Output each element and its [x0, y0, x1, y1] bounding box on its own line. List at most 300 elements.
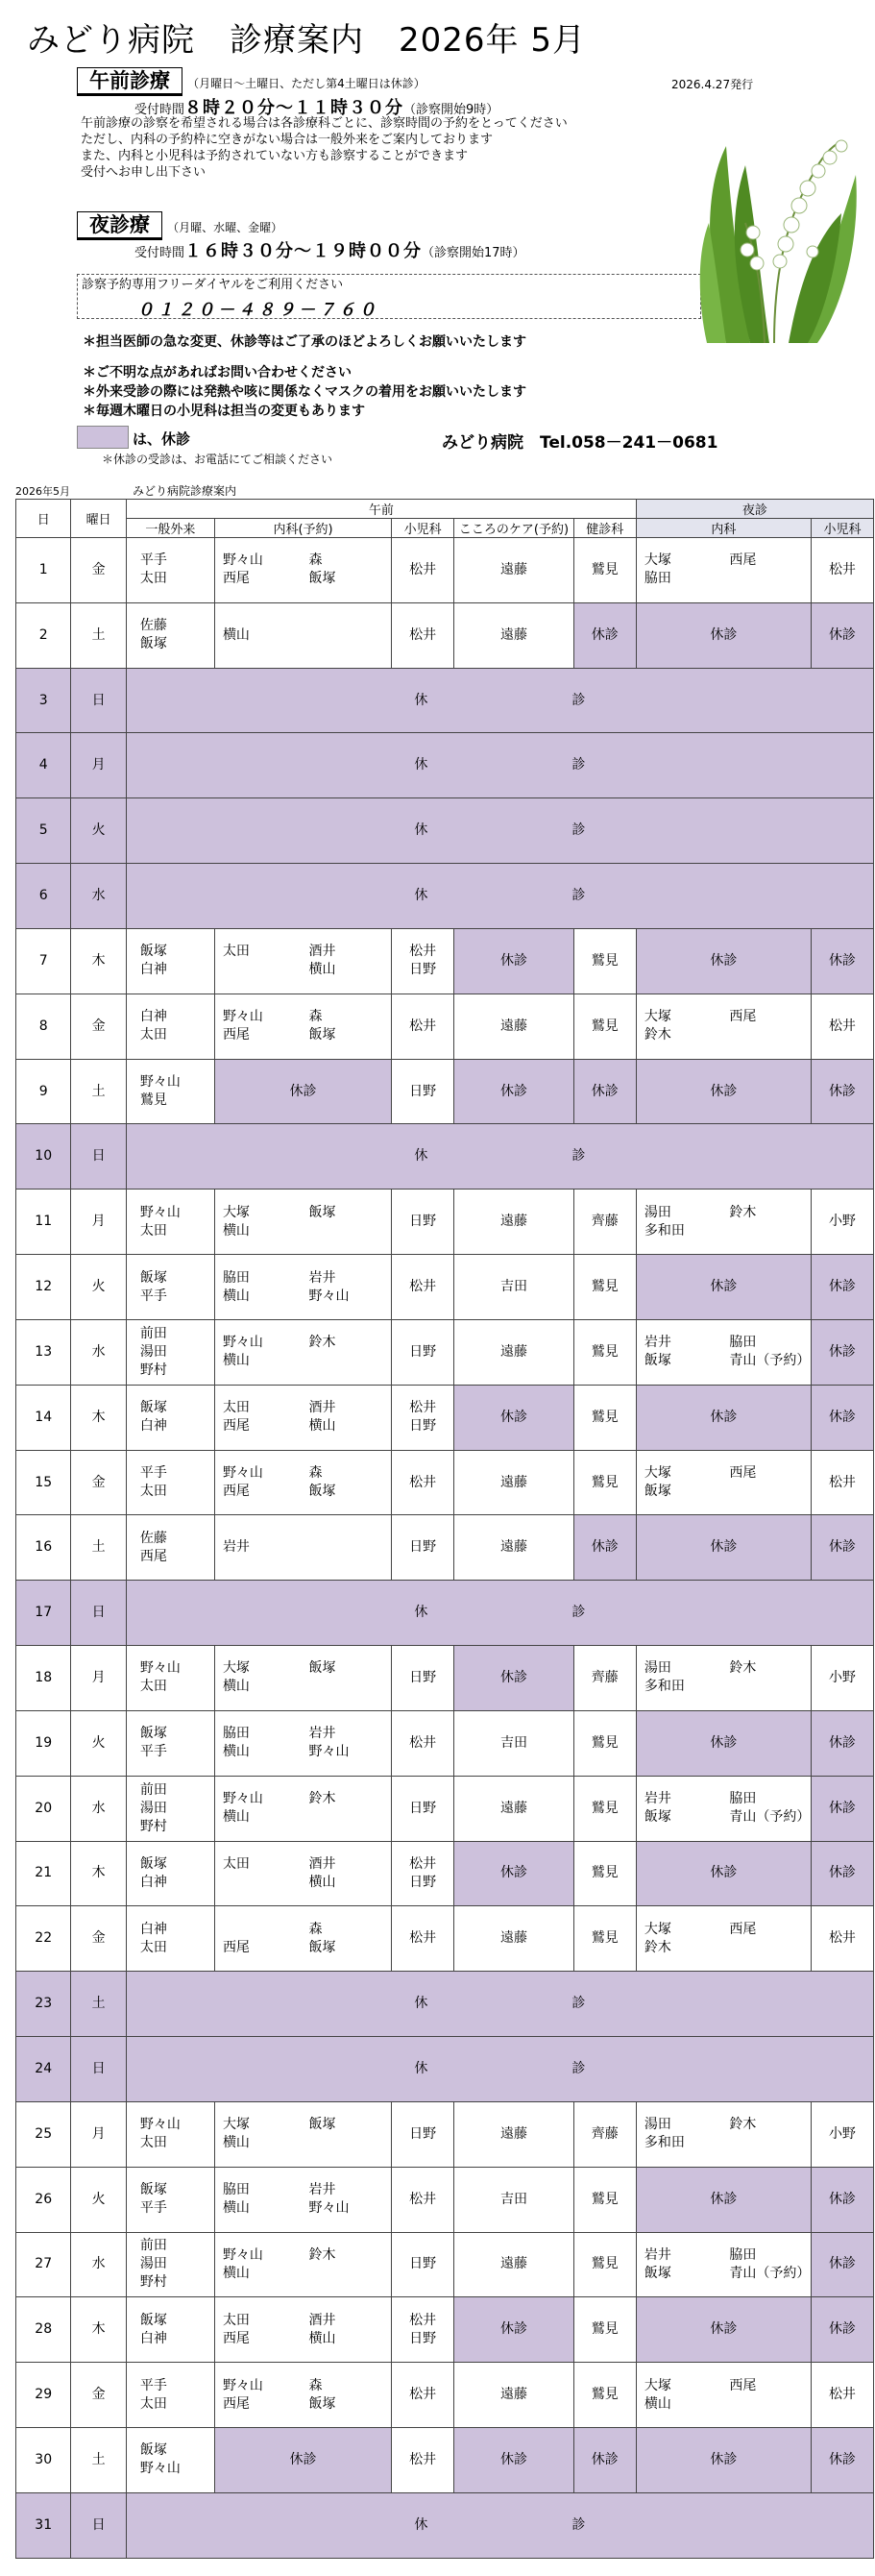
- doctor-name: 飯塚: [644, 1809, 671, 1826]
- weekday-cell: 水: [71, 864, 126, 929]
- evening-hours-value: １６時３０分～１９時００分: [184, 241, 423, 261]
- doctor-name: [309, 2265, 392, 2283]
- pm-pediatrics-cell: 休診: [811, 1841, 873, 1906]
- doctor-name: 鈴木: [308, 1335, 336, 1351]
- weekday-cell: 金: [71, 1450, 126, 1515]
- day-cell: 3: [16, 668, 71, 733]
- doctor-grid: [644, 1008, 811, 1044]
- header-am: 午前: [126, 500, 636, 519]
- holiday-cell: [126, 1581, 873, 1646]
- doctor-name: 森: [308, 1465, 323, 1481]
- doctor-name: 西尾: [222, 1939, 250, 1955]
- doctor-name: 野々山: [222, 1791, 263, 1807]
- header-pm-internal: 内科: [636, 519, 811, 538]
- doctor-name: 飯塚: [308, 1484, 336, 1499]
- doctor-name: 平手: [139, 552, 167, 569]
- doctor-name: 白神: [139, 1418, 167, 1435]
- doctor-name: [309, 2134, 392, 2152]
- checkup-cell: 休診: [573, 2428, 636, 2493]
- doctor-name: 西尾: [222, 1027, 250, 1043]
- doctor-grid: [644, 2377, 811, 2414]
- doctor-name: 青山（予約）: [729, 1809, 811, 1826]
- doctor-name: 大塚: [644, 552, 671, 569]
- doctor-name: 大塚: [644, 1921, 671, 1937]
- table-row: [16, 733, 874, 798]
- pediatrics-cell: [392, 2297, 454, 2363]
- pm-internal-cell: 休診: [636, 928, 811, 994]
- doctor-grid: [223, 943, 391, 979]
- weekday-cell: 日: [71, 2037, 126, 2102]
- doctor-name: 太田: [139, 1222, 167, 1239]
- doctor-name: 岩井: [644, 1335, 671, 1351]
- pm-pediatrics-cell: 小野: [811, 2101, 873, 2167]
- doctor-name: 飯塚: [139, 2442, 167, 2459]
- doctor-name: 森: [308, 2377, 323, 2393]
- table-row: [16, 2101, 874, 2167]
- weekday-cell: 土: [71, 1972, 126, 2037]
- pediatrics-cell: [392, 1906, 454, 1972]
- doctor-grid: [223, 1855, 391, 1892]
- doctor-name: 太田: [222, 2312, 250, 2328]
- weekday-cell: 木: [71, 1841, 126, 1906]
- weekday-cell: 木: [71, 1385, 126, 1450]
- doctor-name: 日野: [409, 1083, 437, 1099]
- doctor-name: [223, 961, 305, 979]
- doctor-name: 森: [308, 1009, 323, 1025]
- doctor-name: 太田: [222, 944, 250, 960]
- checkup-cell: 鷲見: [573, 1255, 636, 1320]
- pm-pediatrics-cell: 休診: [811, 1059, 873, 1124]
- doctor-name: 松井: [409, 1474, 437, 1490]
- mental-care-cell: 遠藤: [454, 1515, 574, 1581]
- doctor-name: [309, 1352, 392, 1370]
- doctor-name: 前田: [139, 1325, 167, 1341]
- holiday-cell: [126, 798, 873, 864]
- doctor-grid: [223, 1464, 391, 1501]
- doctor-name: 太田: [222, 1855, 250, 1872]
- table-row: [16, 928, 874, 994]
- general-cell: [126, 602, 214, 668]
- doctor-name: 太田: [139, 571, 167, 587]
- doctor-name: 脇田: [222, 1269, 250, 1286]
- doctor-name: 飯塚: [139, 1855, 167, 1872]
- header-pediatrics: 小児科: [392, 519, 454, 538]
- doctor-name: 松井: [409, 2312, 437, 2328]
- holiday-label: 休: [414, 1605, 428, 1621]
- doctor-name: 横山: [222, 1288, 250, 1304]
- internal-cell: [214, 1515, 391, 1581]
- mental-care-cell: 吉田: [454, 2167, 574, 2232]
- holiday-label: 診: [571, 2516, 586, 2533]
- table-row: [16, 798, 874, 864]
- doctor-name: 脇田: [222, 1726, 250, 1742]
- weekday-cell: 水: [71, 1319, 126, 1385]
- holiday-label: 休: [414, 1148, 428, 1165]
- general-cell: [126, 1450, 214, 1515]
- general-cell: [126, 2232, 214, 2297]
- doctor-name: 森: [308, 1921, 323, 1937]
- doctor-name: 野々山: [222, 552, 263, 569]
- day-cell: 30: [16, 2428, 71, 2493]
- doctor-grid: [223, 2377, 391, 2414]
- doctor-name: [729, 1678, 811, 1696]
- internal-cell: [214, 2101, 391, 2167]
- doctor-grid: [223, 2116, 391, 2152]
- doctor-name: 野々山: [308, 2200, 350, 2217]
- header-weekday: 曜日: [71, 500, 126, 538]
- table-row: [16, 1972, 874, 2037]
- doctor-grid: [223, 1725, 391, 1761]
- doctor-name: 湯田: [644, 1660, 671, 1677]
- table-row: [16, 2492, 874, 2558]
- doctor-name: 松井: [409, 1279, 437, 1295]
- checkup-cell: 鷲見: [573, 1319, 636, 1385]
- doctor-name: [729, 1026, 811, 1044]
- pediatrics-cell: [392, 1450, 454, 1515]
- day-cell: 12: [16, 1255, 71, 1320]
- weekday-cell: 月: [71, 2101, 126, 2167]
- doctor-name: 野々山: [222, 2377, 263, 2393]
- internal-cell: [214, 928, 391, 994]
- doctor-name: 酒井: [308, 944, 336, 960]
- internal-cell: 休診: [214, 2428, 391, 2493]
- free-dial-box: [77, 274, 701, 319]
- doctor-grid: [223, 2246, 391, 2283]
- doctor-name: 酒井: [308, 1400, 336, 1416]
- weekday-cell: 火: [71, 1710, 126, 1776]
- pm-pediatrics-cell: 松井: [811, 994, 873, 1059]
- doctor-grid: [644, 1659, 811, 1696]
- doctor-name: 野村: [139, 1362, 167, 1378]
- doctor-name: 西尾: [222, 1418, 250, 1435]
- pm-internal-cell: 休診: [636, 1255, 811, 1320]
- morning-hours-suffix: （診察開始9時）: [403, 103, 499, 117]
- note-item: ＊担当医師の急な変更、休診等はご了承のほどよろしくお願いいたします: [83, 334, 526, 350]
- pm-internal-cell: [636, 1906, 811, 1972]
- doctor-name: 白神: [139, 2330, 167, 2346]
- doctor-name: 野々山: [139, 2117, 181, 2133]
- pm-internal-cell: [636, 1190, 811, 1255]
- table-row: [16, 2428, 874, 2493]
- morning-line: 受付へお申し出下さい: [81, 165, 207, 180]
- mental-care-cell: 遠藤: [454, 2363, 574, 2428]
- pm-pediatrics-cell: 松井: [811, 1906, 873, 1972]
- schedule-body: [16, 538, 874, 2559]
- table-row: [16, 1190, 874, 1255]
- holiday-cell: [126, 733, 873, 798]
- pm-pediatrics-cell: 休診: [811, 2167, 873, 2232]
- doctor-name: 松井: [409, 944, 437, 960]
- doctor-grid: [223, 2312, 391, 2348]
- holiday-cell: [126, 1124, 873, 1190]
- doctor-name: 飯塚: [139, 1269, 167, 1286]
- doctor-name: 日野: [409, 1343, 437, 1360]
- weekday-cell: 火: [71, 1255, 126, 1320]
- checkup-cell: 鷲見: [573, 928, 636, 994]
- mental-care-cell: 遠藤: [454, 2101, 574, 2167]
- general-cell: [126, 2363, 214, 2428]
- checkup-cell: 休診: [573, 1515, 636, 1581]
- checkup-cell: 齊藤: [573, 2101, 636, 2167]
- doctor-name: 大塚: [644, 2377, 671, 2393]
- doctor-name: 飯塚: [644, 2265, 671, 2281]
- doctor-name: 野々山: [222, 1009, 263, 1025]
- pm-pediatrics-cell: 小野: [811, 1190, 873, 1255]
- pediatrics-cell: [392, 994, 454, 1059]
- doctor-name: 岩井: [222, 1539, 250, 1556]
- checkup-cell: 休診: [573, 602, 636, 668]
- doctor-name: [729, 570, 811, 588]
- table-row: [16, 1124, 874, 1190]
- note-item: ＊毎週木曜日の小児科は担当の変更もあります: [83, 404, 365, 419]
- doctor-name: 松井: [409, 2451, 437, 2467]
- pm-internal-cell: 休診: [636, 1385, 811, 1450]
- internal-cell: [214, 2167, 391, 2232]
- table-row: [16, 602, 874, 668]
- internal-cell: [214, 602, 391, 668]
- doctor-name: 平手: [139, 2377, 167, 2393]
- doctor-name: 松井: [409, 1930, 437, 1947]
- day-cell: 25: [16, 2101, 71, 2167]
- mental-care-cell: 休診: [454, 1059, 574, 1124]
- mental-care-cell: 休診: [454, 928, 574, 994]
- pm-internal-cell: [636, 2101, 811, 2167]
- free-dial-label: 診察予約専用フリーダイヤルをご利用ください: [82, 278, 344, 292]
- mental-care-cell: 遠藤: [454, 1906, 574, 1972]
- doctor-name: 飯塚: [139, 1400, 167, 1416]
- doctor-name: 平手: [139, 1465, 167, 1481]
- evening-section: [77, 211, 282, 240]
- doctor-name: 日野: [409, 1214, 437, 1230]
- doctor-name: [729, 2134, 811, 2152]
- internal-cell: [214, 2363, 391, 2428]
- day-cell: 28: [16, 2297, 71, 2363]
- holiday-label: 休: [414, 692, 428, 708]
- table-row: [16, 1906, 874, 1972]
- pm-internal-cell: [636, 1319, 811, 1385]
- doctor-name: 森: [308, 552, 323, 569]
- doctor-name: 鷲見: [139, 1092, 167, 1109]
- day-cell: 14: [16, 1385, 71, 1450]
- weekday-cell: 月: [71, 1646, 126, 1711]
- doctor-grid: [223, 1790, 391, 1827]
- doctor-name: 横山: [308, 2330, 336, 2346]
- doctor-grid: [223, 1269, 391, 1306]
- header-internal: 内科(予約): [214, 519, 391, 538]
- pm-pediatrics-cell: 休診: [811, 1710, 873, 1776]
- doctor-name: 日野: [409, 1669, 437, 1685]
- general-cell: [126, 1059, 214, 1124]
- pm-pediatrics-cell: 休診: [811, 1385, 873, 1450]
- pediatrics-cell: [392, 538, 454, 603]
- pm-pediatrics-cell: 休診: [811, 2428, 873, 2493]
- doctor-grid: [223, 1399, 391, 1435]
- doctor-grid: [644, 2246, 811, 2283]
- doctor-name: 湯田: [139, 1343, 167, 1360]
- doctor-name: 岩井: [308, 1269, 336, 1286]
- general-cell: [126, 2167, 214, 2232]
- weekday-cell: 木: [71, 2297, 126, 2363]
- doctor-name: 湯田: [644, 1204, 671, 1220]
- holiday-cell: [126, 2492, 873, 2558]
- doctor-name: [309, 1222, 392, 1240]
- pm-internal-cell: 休診: [636, 1841, 811, 1906]
- doctor-name: 松井: [409, 1400, 437, 1416]
- doctor-name: 飯塚: [644, 1484, 671, 1499]
- weekday-cell: 金: [71, 538, 126, 603]
- table-row: [16, 1319, 874, 1385]
- pediatrics-cell: [392, 1255, 454, 1320]
- pm-internal-cell: [636, 1776, 811, 1841]
- pediatrics-cell: [392, 1776, 454, 1841]
- checkup-cell: 齊藤: [573, 1646, 636, 1711]
- holiday-label: 診: [571, 888, 586, 904]
- evening-hours: [134, 237, 525, 262]
- weekday-cell: 土: [71, 602, 126, 668]
- doctor-name: 鈴木: [644, 1939, 671, 1955]
- doctor-name: 横山: [222, 2200, 250, 2217]
- table-row: [16, 2363, 874, 2428]
- table-row: [16, 1515, 874, 1581]
- doctor-grid: [223, 1334, 391, 1370]
- holiday-label: 診: [571, 757, 586, 773]
- table-row: [16, 2297, 874, 2363]
- evening-days-note: （月曜、水曜、金曜）: [167, 221, 283, 234]
- doctor-grid: [223, 1204, 391, 1240]
- holiday-label: 診: [571, 822, 586, 839]
- doctor-name: 飯塚: [308, 571, 336, 587]
- holiday-label: 休: [414, 2516, 428, 2533]
- day-cell: 21: [16, 1841, 71, 1906]
- table-row: [16, 538, 874, 603]
- doctor-name: 鈴木: [729, 1204, 757, 1220]
- doctor-name: 日野: [409, 1800, 437, 1816]
- doctor-name: [729, 1483, 811, 1501]
- pediatrics-cell: [392, 2363, 454, 2428]
- doctor-name: 横山: [222, 2265, 250, 2281]
- doctor-name: 脇田: [222, 2182, 250, 2198]
- doctor-name: 脇田: [729, 1791, 757, 1807]
- internal-cell: [214, 538, 391, 603]
- pm-pediatrics-cell: 休診: [811, 2297, 873, 2363]
- doctor-grid: [644, 552, 811, 588]
- doctor-name: 西尾: [729, 1921, 757, 1937]
- general-cell: [126, 1190, 214, 1255]
- internal-cell: [214, 1319, 391, 1385]
- doctor-name: 日野: [409, 962, 437, 978]
- pm-internal-cell: [636, 1646, 811, 1711]
- doctor-grid: [223, 552, 391, 588]
- doctor-name: 白神: [139, 1009, 167, 1025]
- doctor-grid: [223, 1008, 391, 1044]
- evening-label: 夜診療: [77, 211, 162, 240]
- doctor-name: [223, 1874, 305, 1892]
- doctor-name: 横山: [644, 2395, 671, 2412]
- internal-cell: [214, 1906, 391, 1972]
- title-label: 診療案内: [230, 21, 364, 60]
- doctor-name: 鈴木: [729, 2117, 757, 2133]
- morning-section: [77, 67, 425, 96]
- doctor-name: 西尾: [729, 2377, 757, 2393]
- day-cell: 10: [16, 1124, 71, 1190]
- doctor-grid: [644, 1334, 811, 1370]
- table-caption-title: みどり病院診療案内: [133, 484, 237, 498]
- day-cell: 18: [16, 1646, 71, 1711]
- general-cell: [126, 1515, 214, 1581]
- doctor-name: 飯塚: [308, 2117, 336, 2133]
- doctor-name: 飯塚: [308, 1204, 336, 1220]
- doctor-name: 多和田: [644, 1679, 685, 1695]
- doctor-name: 大塚: [222, 1660, 250, 1677]
- free-dial-number[interactable]: ０１２０－４８９－７６０: [137, 301, 379, 320]
- holiday-cell: [126, 1972, 873, 2037]
- general-cell: [126, 994, 214, 1059]
- doctor-name: 野々山: [222, 2246, 263, 2263]
- doctor-name: 日野: [409, 1539, 437, 1556]
- weekday-cell: 日: [71, 1124, 126, 1190]
- table-row: [16, 2167, 874, 2232]
- doctor-name: 野村: [139, 2274, 167, 2291]
- doctor-name: 大塚: [644, 1009, 671, 1025]
- mental-care-cell: 遠藤: [454, 994, 574, 1059]
- doctor-name: 西尾: [222, 1484, 250, 1499]
- internal-cell: 休診: [214, 1059, 391, 1124]
- doctor-name: 鈴木: [644, 1027, 671, 1043]
- day-cell: 24: [16, 2037, 71, 2102]
- day-cell: 2: [16, 602, 71, 668]
- holiday-label: 診: [571, 692, 586, 708]
- holiday-cell: [126, 668, 873, 733]
- checkup-cell: 鷲見: [573, 1841, 636, 1906]
- weekday-cell: 日: [71, 1581, 126, 1646]
- general-cell: [126, 1710, 214, 1776]
- weekday-cell: 水: [71, 1776, 126, 1841]
- doctor-name: 飯塚: [308, 1027, 336, 1043]
- pediatrics-cell: [392, 1646, 454, 1711]
- header-checkup: 健診科: [573, 519, 636, 538]
- doctor-name: 野村: [139, 1818, 167, 1834]
- pm-pediatrics-cell: 休診: [811, 1515, 873, 1581]
- note-item: ＊ご不明な点があればお問い合わせください: [83, 365, 352, 380]
- doctor-name: 飯塚: [308, 1939, 336, 1955]
- general-cell: [126, 1776, 214, 1841]
- doctor-name: 佐藤: [139, 618, 167, 634]
- weekday-cell: 木: [71, 928, 126, 994]
- header-pm-pediatrics: 小児科: [811, 519, 873, 538]
- doctor-name: 野々山: [139, 1660, 181, 1677]
- morning-description: [81, 115, 568, 181]
- day-cell: 5: [16, 798, 71, 864]
- doctor-name: 横山: [222, 1679, 250, 1695]
- doctor-name: 湯田: [644, 2117, 671, 2133]
- doctor-name: 平手: [139, 1744, 167, 1760]
- general-cell: [126, 1841, 214, 1906]
- pm-pediatrics-cell: 休診: [811, 1776, 873, 1841]
- pediatrics-cell: [392, 1319, 454, 1385]
- weekday-cell: 土: [71, 1515, 126, 1581]
- schedule-table: [15, 499, 874, 2559]
- pm-internal-cell: [636, 538, 811, 603]
- lily-of-the-valley-illustration: [697, 108, 861, 348]
- doctor-name: 横山: [308, 1418, 336, 1435]
- mental-care-cell: 休診: [454, 1646, 574, 1711]
- checkup-cell: 齊藤: [573, 1190, 636, 1255]
- holiday-label: 休: [414, 757, 428, 773]
- doctor-name: 松井: [409, 2387, 437, 2403]
- doctor-grid: [223, 1538, 391, 1557]
- table-row: [16, 994, 874, 1059]
- holiday-cell: [126, 864, 873, 929]
